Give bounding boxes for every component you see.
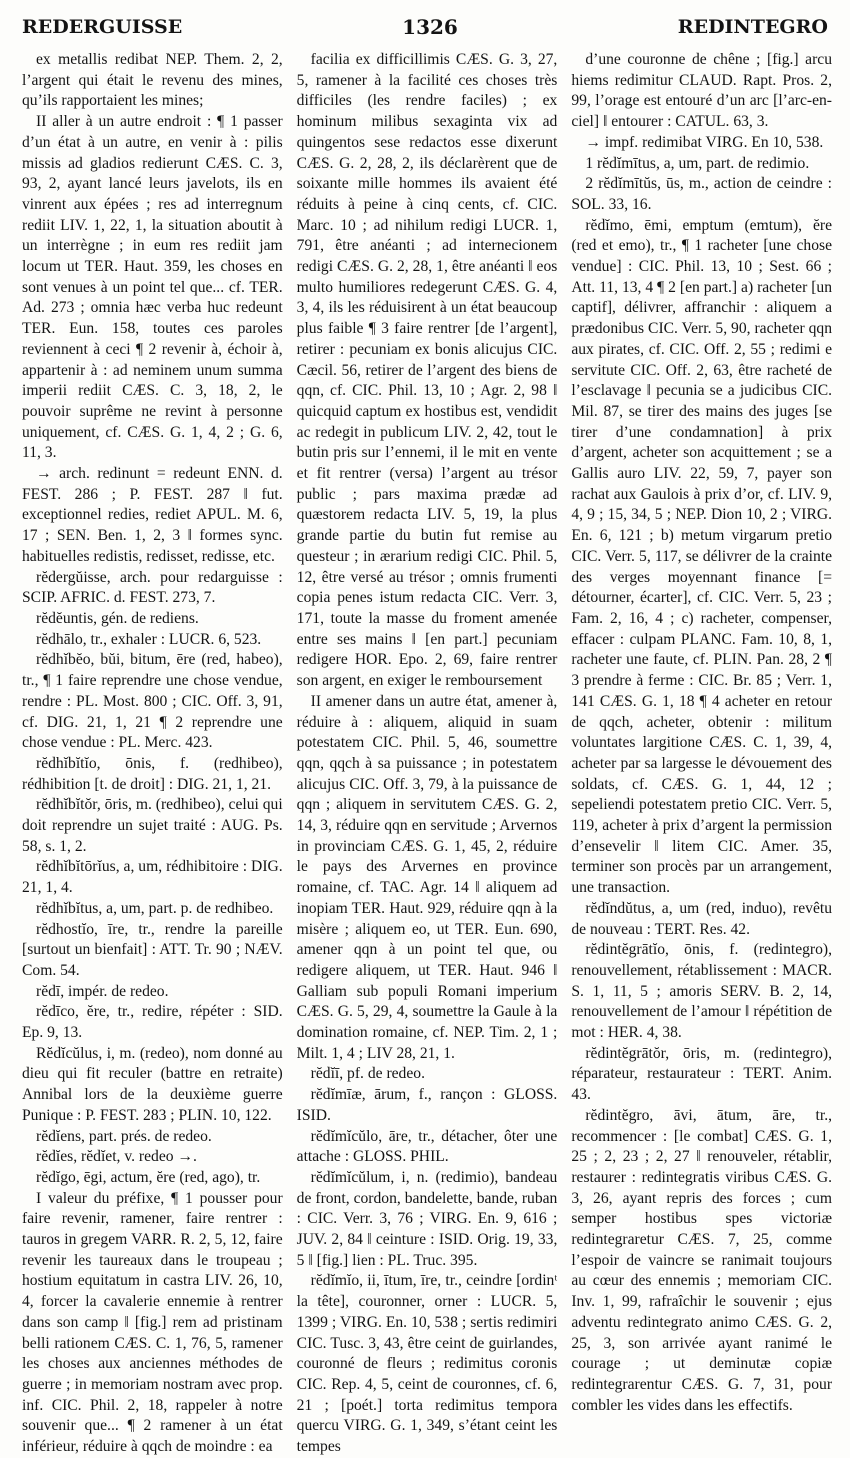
- dictionary-paragraph: Rĕdĭcŭlus, i, m. (redeo), nom donné au dieu qui fit reculer (battre en retraite) Annibal lors de la deuxième guerre Punique : P. FEST. 283 ; PLIN. 10, 122.: [22, 1044, 283, 1124]
- dictionary-paragraph: rĕdhostĭo, īre, tr., rendre la pareille [surtout un bienfait] : ATT. Tr. 90 ; NÆV. Com. 54.: [22, 920, 283, 979]
- page-header: [22, 12, 828, 42]
- dictionary-paragraph: rĕdĭndŭtus, a, um (red, induo), revêtu de nouveau : TERT. Res. 42.: [571, 899, 833, 938]
- page-number: 1326: [402, 15, 458, 39]
- dictionary-paragraph: rĕdhĭbĕo, bŭi, bitum, ēre (red, habeo), tr., ¶ 1 faire reprendre une chose vendue, rendre : PL. Most. 800 ; CIC. Off. 3, 91, cf. DIG. 21, 1, 21 ¶ 2 reprendre une chose vendue : PL. Merc. 423.: [22, 651, 283, 752]
- dictionary-paragraph: rĕdhĭbĭtōrĭus, a, um, rédhibitoire : DIG. 21, 1, 4.: [22, 858, 283, 897]
- dictionary-paragraph: rĕdĭmĭo, ii, ītum, īre, tr., ceindre [ordinᵗ la tête], couronner, orner : LUCR. 5, 1399 ; VIRG. En. 10, 538 ; sertis redimiri CIC. Tusc. 3, 43, être ceint de guirlandes, couronné de fleurs ; redimitus coronis CIC. Rep. 4, 5, ceint de couronnes, cf. 6, 21 ; [poét.] torta redimitus tempora quercu VIRG. G. 1, 349, s’étant ceint les tempes: [296, 1272, 558, 1456]
- dictionary-paragraph: rĕdhĭbĭtĭo, ōnis, f. (redhibeo), rédhibition [t. de droit] : DIG. 21, 1, 21.: [22, 754, 283, 793]
- dictionary-paragraph: rĕdintĕgrātĭo, ōnis, f. (redintegro), renouvellement, rétablissement : MACR. S. 1, 11, 5 ; amoris SERV. B. 2, 14, renouvellement de l’amour ‖ répétition de mot : HER. 4, 38.: [571, 941, 833, 1042]
- dictionary-paragraph: rĕdĭī, pf. de redeo.: [310, 1065, 425, 1083]
- dictionary-paragraph: rĕdĭmĭcŭlum, i, n. (redimio), bandeau de front, cordon, bandelette, bande, ruban : CIC. Verr. 3, 76 ; VIRG. En. 9, 616 ; JUV. 2, 84 ‖ ceinture : ISID. Orig. 19, 33, 5 ‖ [fig.] lien : PL. Truc. 395.: [296, 1168, 558, 1269]
- dictionary-paragraph: rĕdĕuntis, gén. de rediens.: [36, 609, 199, 627]
- dictionary-paragraph: rĕdĭgo, ēgi, actum, ĕre (red, ago), tr.: [36, 1168, 261, 1186]
- dictionary-paragraph: 2 rĕdĭmītŭs, ūs, m., action de ceindre : SOL. 33, 16.: [571, 175, 833, 213]
- dictionary-paragraph: rĕdintĕgro, āvi, ātum, āre, tr., recommencer : [le combat] CÆS. G. 1, 25 ; 2, 23 ; 2, 27 ‖ renouveler, rétablir, restaurer : redintegratis viribus CÆS. G. 3, 26, ayant repris des forces ; cum semper hostibus spes victoriæ redintegraretur CÆS. 7, 25, comme l’espoir de vaincre se ranimait toujours au cœur des ennemis ; memoriam CIC. Inv. 1, 99, rafraîchir le souvenir ; ejus adventu redintegrato animo CÆS. G. 2, 25, 3, son arrivée ayant ranimé le courage ; ut deminutæ copiæ redintegrarentur CÆS. G. 7, 31, pour combler les vides dans les effectifs.: [571, 1106, 833, 1414]
- dictionary-paragraph: rĕdīco, ĕre, tr., redire, répéter : SID. Ep. 9, 13.: [22, 1003, 283, 1042]
- right-guide-word: REDINTEGRO: [677, 16, 828, 38]
- dictionary-paragraph: ex metallis redibat NEP. Them. 2, 2, l’argent qui était le revenu des mines, qu’ils rapportaient les mines;: [22, 51, 283, 110]
- dictionary-paragraph: II amener dans un autre état, amener à, réduire à : aliquem, aliquid in suam potestatem CIC. Phil. 5, 46, soumettre qqn, qqch à sa puissance ; in potestatem alicujus CIC. Off. 3, 79, à la puissance de qqn ; aliquem in servitutem CÆS. G. 2, 14, 3, réduire qqn en servitude ; Arvernos in provinciam CÆS. G. 1, 45, 2, réduire le pays des Arvernes en province romaine, cf. TAC. Agr. 14 ‖ aliquem ad inopiam TER. Haut. 929, réduire qqn à la misère ; aliquem eo, ut TER. Eun. 690, amener qqn à un point tel que, ou redigere aliquem, ut TER. Haut. 946 ‖ Galliam sub populi Romani imperium CÆS. G. 5, 29, 4, soumettre la Gaule à la domination romaine, cf. NEP. Tim. 2, 1 ; Milt. 1, 4 ; LIV 28, 21, 1.: [296, 692, 558, 1062]
- dictionary-paragraph: rĕdĭmīæ, ārum, f., rançon : GLOSS. ISID.: [296, 1086, 558, 1124]
- dictionary-paragraph: rĕdī, impér. de redeo.: [36, 982, 169, 1000]
- dictionary-paragraph: II aller à un autre endroit : ¶ 1 passer d’un état à un autre, en venir à : pilis missis ad gladios redierunt CÆS. C. 3, 93, 2, ayant lancé leurs javelots, ils en vinrent aux épées ; res ad interregnum rediit LIV. 1, 22, 1, la situation aboutit à un interrègne ; in eum res rediit jam locum ut TER. Haut. 359, les choses en sont venues à un point tel que... cf. TER. Ad. 273 ; omnia hæc verba huc redeunt TER. Eun. 158, toutes ces paroles reviennent à ceci ¶ 2 revenir à, échoir à, appartenir à : ad neminem unum summa imperii rediit CÆS. C. 3, 18, 2, le pouvoir suprême ne revint à personne uniquement, cf. CÆS. G. 1, 4, 2 ; G. 6, 11, 3.: [22, 113, 283, 462]
- dictionary-paragraph: 1 rĕdĭmītus, a, um, part. de redimio.: [585, 154, 810, 172]
- dictionary-paragraph: rĕdhālo, tr., exhaler : LUCR. 6, 523.: [36, 630, 262, 648]
- dictionary-paragraph: rĕdhĭbĭtus, a, um, part. p. de redhibeo.: [36, 899, 274, 917]
- column-right: [571, 50, 833, 1414]
- left-guide-word: REDERGUISSE: [22, 16, 183, 38]
- dictionary-paragraph: I valeur du préfixe, ¶ 1 pousser pour faire revenir, ramener, faire rentrer : tauros in gregem VARR. R. 2, 5, 12, faire revenir les taureaux dans le troupeau ; hostium equitatum in castra LIV. 26, 10, 4, forcer la cavalerie ennemie à rentrer dans son camp ‖ [fig.] rem ad pristinam belli rationem CÆS. C. 1, 76, 5, ramener les choses aux anciennes méthodes de guerre ; in memoriam nostram avec prop. inf. CIC. Phil. 2, 18, rappeler à notre souvenir que... ¶ 2 ramener à un état inférieur, réduire à qqch de moindre : ea: [22, 1189, 283, 1456]
- column-left: [22, 50, 283, 1456]
- column-middle: [296, 50, 558, 1456]
- dictionary-paragraph: rĕdĭens, part. prés. de redeo.: [36, 1127, 212, 1145]
- dictionary-paragraph: facilia ex difficillimis CÆS. G. 3, 27, 5, ramener à la facilité ces choses très difficiles (les rendre faciles) ; ex hominum milibus sexaginta vix ad quingentos sese redactos esse dixerunt CÆS. G. 2, 28, 2, ils déclarèrent que de soixante mille hommes ils avaient été réduits à peine à cinq cents, cf. CIC. Marc. 10 ; ad nihilum redigi LUCR. 1, 791, être anéanti ; ad internecionem redigi CÆS. G. 2, 28, 1, être anéanti ‖ eos multo humiliores redegerunt CÆS. G. 4, 3, 4, ils les réduisirent à un état beaucoup plus faible ¶ 3 faire rentrer [de l’argent], retirer : pecuniam ex bonis alicujus CIC. Cæcil. 56, retirer de l’argent des biens de qqn, cf. CIC. Phil. 13, 10 ; Agr. 2, 98 ‖ quicquid captum ex hostibus est, vendidit ac redegit in publicum LIV. 2, 42, tout le butin pris sur l’ennemi, il le mit en vente et fit rentrer (versa) l’argent au trésor public ; pars maxima prædæ ad quæstorem redacta LIV. 5, 19, la plus grande partie du butin fut remise au questeur ; in ærarium redigi CIC. Phil. 5, 12, être versé au trésor ; omnis frumenti copia penes istum redacta CIC. Verr. 3, 171, toute la masse du froment amenée entre ses mains ‖ [en part.] pecuniam redigere HOR. Epo. 2, 69, faire rentrer son argent, en exiger le remboursement: [296, 51, 558, 690]
- dictionary-paragraph: → impf. redimibat VIRG. En 10, 538.: [585, 133, 824, 151]
- dictionary-paragraph: rĕdĭmĭcŭlo, āre, tr., détacher, ôter une attache : GLOSS. PHIL.: [296, 1127, 558, 1166]
- dictionary-paragraph: rĕdhĭbĭtŏr, ōris, m. (redhibeo), celui qui doit reprendre un sujet traité : AUG. Ps. 58, s. 1, 2.: [22, 796, 283, 855]
- dictionary-paragraph: → arch. redinunt = redeunt ENN. d. FEST. 286 ; P. FEST. 287 ‖ fut. exceptionnel redies, rediet APUL. M. 6, 17 ; SEN. Ben. 1, 2, 3 ‖ formes sync. habituelles redistis, redisset, redisse, etc.: [22, 465, 283, 565]
- text-columns: [22, 50, 833, 1456]
- dictionary-paragraph: rĕdintĕgrātŏr, ōris, m. (redintegro), réparateur, restaurateur : TERT. Anim. 43.: [571, 1044, 833, 1104]
- dictionary-paragraph: rĕdĭmo, ēmi, emptum (emtum), ĕre (red et emo), tr., ¶ 1 racheter [une chose vendue] : CIC. Phil. 13, 10 ; Sest. 66 ; Att. 11, 13, 4 ¶ 2 [en part.] a) racheter [un captif], délivrer, affranchir : aliquem a prædonibus CIC. Verr. 5, 90, racheter qqn aux pirates, cf. CIC. Off. 2, 55 ; redimi e servitute CIC. Off. 2, 63, être racheté de l’esclavage ‖ pecunia se a judicibus CIC. Mil. 87, se tirer des mains des juges [se tirer d’une condamnation] à prix d’argent, acheter son acquittement ; se a Gallis auro LIV. 22, 59, 7, payer son rachat aux Gaulois à prix d’or, cf. LIV. 9, 4, 9 ; 15, 34, 5 ; NEP. Dion 10, 2 ; VIRG. En. 6, 121 ; b) metum virgarum pretio CIC. Verr. 5, 117, se délivrer de la crainte des verges moyennant finance [= détourner, écarter], cf. CIC. Verr. 5, 23 ; Fam. 2, 16, 4 ; c) racheter, compenser, effacer : culpam PLANC. Fam. 10, 8, 1, racheter une faute, cf. PLIN. Pan. 28, 2 ¶ 3 prendre à ferme : CIC. Br. 85 ; Verr. 1, 141 CÆS. G. 1, 18 ¶ 4 acheter en retour de qqch, acheter, obtenir : militum voluntates largitione CÆS. C. 1, 39, 4, acheter par sa largesse le dévouement des soldats, cf. CÆS. G. 1, 44, 12 ; sepeliendi potestatem pretio CIC. Verr. 5, 119, acheter à prix d’argent la permission d’ensevelir ‖ litem CIC. Amer. 35, terminer son procès par un arrangement, une transaction.: [571, 216, 833, 897]
- dictionary-paragraph: rĕdergŭisse, arch. pour redarguisse : SCIP. AFRIC. d. FEST. 273, 7.: [22, 568, 283, 607]
- dictionary-paragraph: rĕdĭes, rĕdĭet, v. redeo →.: [36, 1148, 197, 1166]
- dictionary-paragraph: d’une couronne de chêne ; [fig.] arcu hiems redimitur CLAUD. Rapt. Pros. 2, 99, l’orage est entouré d’un arc [l’arc-en-ciel] ‖ entourer : CATUL. 63, 3.: [571, 51, 833, 131]
